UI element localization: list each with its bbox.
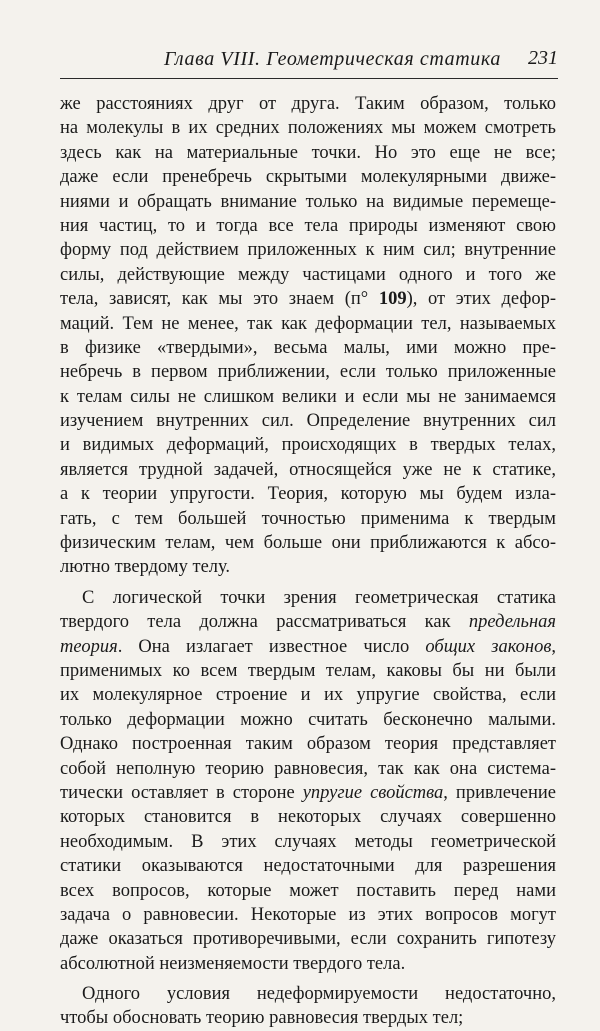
italic-term: теория [60,636,118,657]
text-line [60,732,556,756]
text-line [60,531,556,555]
text-run: их молекулярное строение и их упругие свойства, если [60,685,556,706]
text-run: твердого тела должна рассматриваться как [60,612,469,633]
text-line [60,555,556,579]
text-line [60,879,556,903]
text-line [60,830,556,854]
text-run: даже если пренебречь скрытыми молекулярными движе- [60,167,556,188]
text-line [60,927,556,951]
page-number: 231 [528,47,558,69]
text-line [60,781,556,805]
text-line [60,659,556,683]
text-run: тически оставляет в стороне [60,782,303,803]
text-run: задача о равновесии. Некоторые из этих вопросов могут [60,904,556,925]
paragraph [60,586,556,976]
italic-term: упругие свойства [302,782,444,803]
paragraph [60,982,556,1031]
text-run: чтобы обосновать теорию равновесия твердых тел; [60,1008,464,1029]
text-run: гать, с тем большей точностью применима к твердым [60,508,556,529]
text-line [60,238,556,262]
text-line [60,433,556,457]
text-line [60,141,556,165]
text-line [60,336,556,360]
text-run: статики оказываются недостаточными для разрешения [60,856,556,877]
text-run: собой неполную теорию равновесия, так как она системa- [60,758,556,779]
text-run: является трудной задачей, относящейся уже не к статике, [60,459,556,480]
text-line [60,757,556,781]
text-line [60,116,556,140]
text-line [60,1006,556,1030]
page-body [60,92,556,1031]
text-run: ), от этих дефор- [406,289,556,310]
text-run: абсолютной неизменяемости твердого тела. [60,953,406,974]
text-run: необходимым. В этих случаях методы геометрической [60,831,556,852]
text-run: только деформации можно считать бесконечно малыми. [60,709,556,730]
text-run: С логической точки зрения геометрическая статика [82,587,556,608]
text-run: же расстояниях друг от друга. Таким образом, только [60,94,556,114]
text-line [60,385,556,409]
text-line [60,610,556,634]
text-line [60,982,556,1006]
text-run: всех вопросов, которые может поставить перед нами [60,880,556,901]
text-line [60,805,556,829]
text-line [60,635,556,659]
text-run: небречь в первом приближении, если только приложенные [60,362,556,383]
text-line [60,409,556,433]
text-line [60,586,556,610]
text-run: и видимых деформаций, происходящих в твердых телах, [60,435,556,456]
bold-reference: 109 [378,289,407,310]
text-run: которых становится в некоторых случаях совершенно [60,807,556,828]
text-run: тела, зависят, как мы это знаем (п° [60,289,379,310]
text-line [60,312,556,336]
text-run: физическим телам, чем больше они приближаются к абсо- [60,533,556,554]
text-line [60,683,556,707]
text-run: Однако построенная таким образом теория представляет [60,734,556,755]
text-run: в физике «твердыми», весьма малы, ими можно пре- [60,337,556,358]
text-run: маций. Тем не менее, так как деформации тел, называемых [60,313,556,334]
text-line [60,360,556,384]
text-line [60,507,556,531]
text-line [60,287,556,311]
text-line [60,165,556,189]
text-line [60,214,556,238]
text-run: лютно твердому телу. [60,557,231,578]
text-run: здесь как на материальные точки. Но это еще не все; [60,142,556,163]
italic-term: предельная [468,612,556,633]
text-line [60,854,556,878]
text-run: форму под действием приложенных к ним сил; внутренние [60,240,556,261]
text-run: Одного условия недеформируемости недостаточно, [82,984,556,1005]
text-run: на молекулы в их средних положениях мы можем смотреть [60,118,556,139]
text-run: силы, действующие между частицами одного и того же [60,264,556,285]
paragraph [60,92,556,580]
text-run: ниями и обращать внимание только на видимые перемеще- [60,191,556,212]
text-run: . Она излагает известное число [117,636,426,657]
text-line [60,458,556,482]
text-line [60,708,556,732]
text-line [60,263,556,287]
text-run: ния частиц, то и тогда все тела природы изменяют свою [60,215,556,236]
running-header [60,42,558,79]
italic-term: общих законов [425,636,552,657]
text-run: к телам силы не слишком велики и если мы не занимаемся [60,386,556,407]
text-run: , [551,636,556,657]
chapter-title: Глава VIII. Геометрическая статика [164,48,501,70]
text-run: , привлечение [443,782,556,803]
text-run: а к теории упругости. Теория, которую мы будем изла- [60,484,556,505]
text-line [60,190,556,214]
text-line [60,903,556,927]
text-line [60,92,556,116]
text-run: изучением внутренних сил. Определение внутренних сил [60,411,556,432]
text-line [60,952,556,976]
text-line [60,482,556,506]
text-run: применимых ко всем твердым телам, каковы бы ни были [60,660,556,681]
text-run: даже оказаться противоречивыми, если сохранить гипотезу [60,929,556,950]
